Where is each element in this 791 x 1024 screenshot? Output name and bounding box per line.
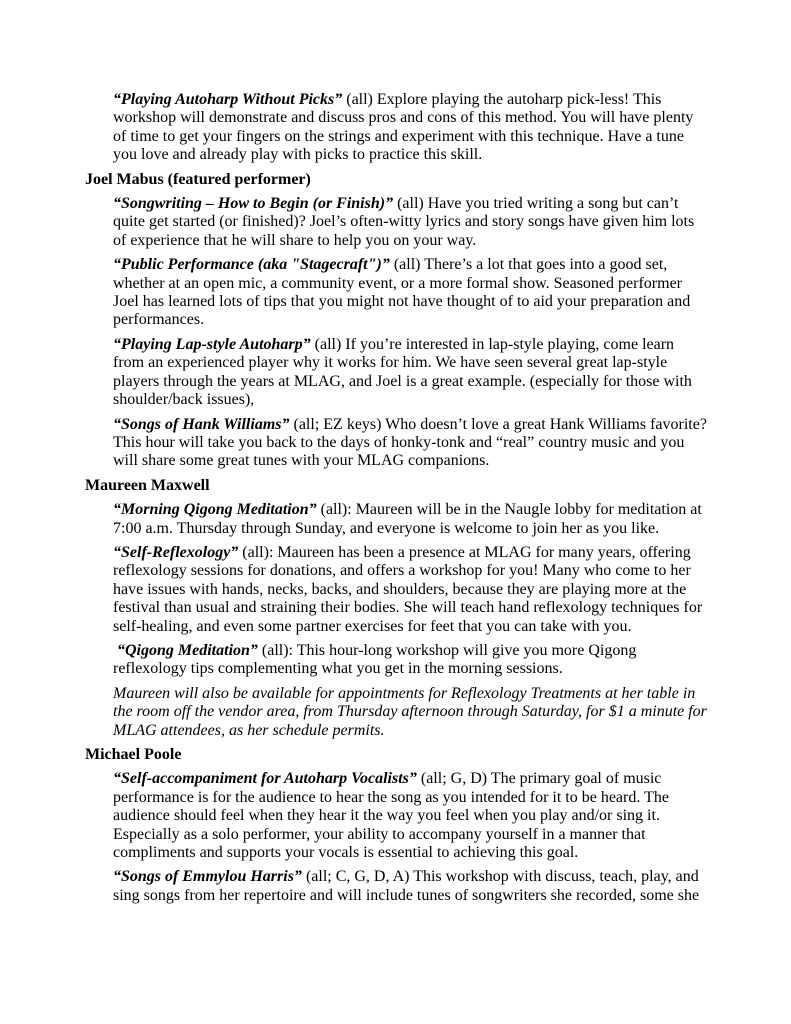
workshop-description: (all; C, G, D, A) This workshop with discuss, teach, play, and sing songs from her repertoire and will include tunes of songwriters she recorded, some she xyxy=(113,868,700,904)
document-content xyxy=(85,91,707,905)
performer-heading: Michael Poole xyxy=(85,746,182,763)
workshop-paragraph xyxy=(113,195,707,250)
workshop-paragraph xyxy=(113,544,707,636)
workshop-title: “Morning Qigong Meditation” xyxy=(113,501,317,519)
workshop-title: “Songs of Hank Williams” xyxy=(113,415,290,433)
workshop-paragraph xyxy=(113,91,707,165)
workshop-paragraph xyxy=(113,868,707,905)
workshop-description: (all) Explore playing the autoharp pick-less! This workshop will demonstrate and discuss pros and cons of this method. You will have plenty of time to get your fingers on the strings and experiment with this technique. Have a tune you love and already play with picks to practice this skill. xyxy=(113,91,694,164)
workshop-paragraph xyxy=(113,770,707,862)
workshop-title: “Playing Lap-style Autoharp” xyxy=(113,335,311,353)
workshop-description: (all): Maureen has been a presence at MLAG for many years, offering reflexology sessions for donations, and offers a workshop for you! Many who come to her have issues with hands, necks, backs, and shoulders, because they are playing more at the festival than usual and straining their bodies. She will teach hand reflexology techniques for self-healing, and even some partner exercises for feet that you can take with you. xyxy=(113,543,703,635)
workshop-description: (all) Have you tried writing a song but can’t quite get started (or finished)? Joel’s often-witty lyrics and story songs have given him lots of experience that he will share to help you on your way. xyxy=(113,195,695,249)
workshop-paragraph xyxy=(113,642,707,679)
workshop-title: “Public Performance (aka "Stagecraft")” xyxy=(113,256,390,274)
workshop-description: (all): Maureen will be in the Naugle lobby for meditation at 7:00 a.m. Thursday through Sunday, and everyone is welcome to join her as you like. xyxy=(113,501,702,537)
workshop-description: (all): This hour-long workshop will give you more Qigong reflexology tips complementing what you get in the morning sessions. xyxy=(113,641,637,678)
performer-heading: Joel Mabus (featured performer) xyxy=(85,170,311,188)
workshop-title: “Songwriting – How to Begin (or Finish)” xyxy=(113,195,394,213)
availability-note: Maureen will also be available for appointments for Reflexology Treatments at her table in the room off the vendor area, from Thursday afternoon through Saturday, for $1 a minute for MLAG attendees, as her schedule permits. xyxy=(113,684,707,739)
workshop-paragraph xyxy=(113,416,707,471)
workshop-paragraph xyxy=(113,501,707,538)
workshop-description: (all) There’s a lot that goes into a good set, whether at an open mic, a community event, or a more formal show. Seasoned performer Joel has learned lots of tips that you might not have thought of to aid your preparation and performances. xyxy=(113,256,691,329)
workshop-title: “Self-accompaniment for Autoharp Vocalists” xyxy=(113,770,417,788)
performer-heading: Maureen Maxwell xyxy=(85,476,210,494)
workshop-description: (all) If you’re interested in lap-style playing, come learn from an experienced player why it works for him. We have seen several great lap-style players through the years at MLAG, and Joel is a great example. (especially for those with shoulder/back issues), xyxy=(113,335,692,409)
workshop-title: “Self-Reflexology” xyxy=(113,543,239,561)
workshop-description: (all; EZ keys) Who doesn’t love a great Hank Williams favorite? This hour will take you back to the days of honky-tonk and “real” country music and you will share some great tunes with your MLAG companions. xyxy=(113,415,707,470)
workshop-title: “Songs of Emmylou Harris” xyxy=(113,868,302,886)
workshop-paragraph xyxy=(113,336,707,410)
workshop-title: “Qigong Meditation” xyxy=(113,641,258,659)
workshop-description: (all; G, D) The primary goal of music performance is for the audience to hear the song as you intended for it to be heard. The audience should feel when they hear it the way you feel when you play and/or sing it. Especially as a solo performer, your ability to accompany yourself in a manner that compliments and supports your vocals is essential to achieving this goal. xyxy=(113,770,669,862)
workshop-title: “Playing Autoharp Without Picks” xyxy=(113,91,343,108)
workshop-paragraph xyxy=(113,256,707,330)
